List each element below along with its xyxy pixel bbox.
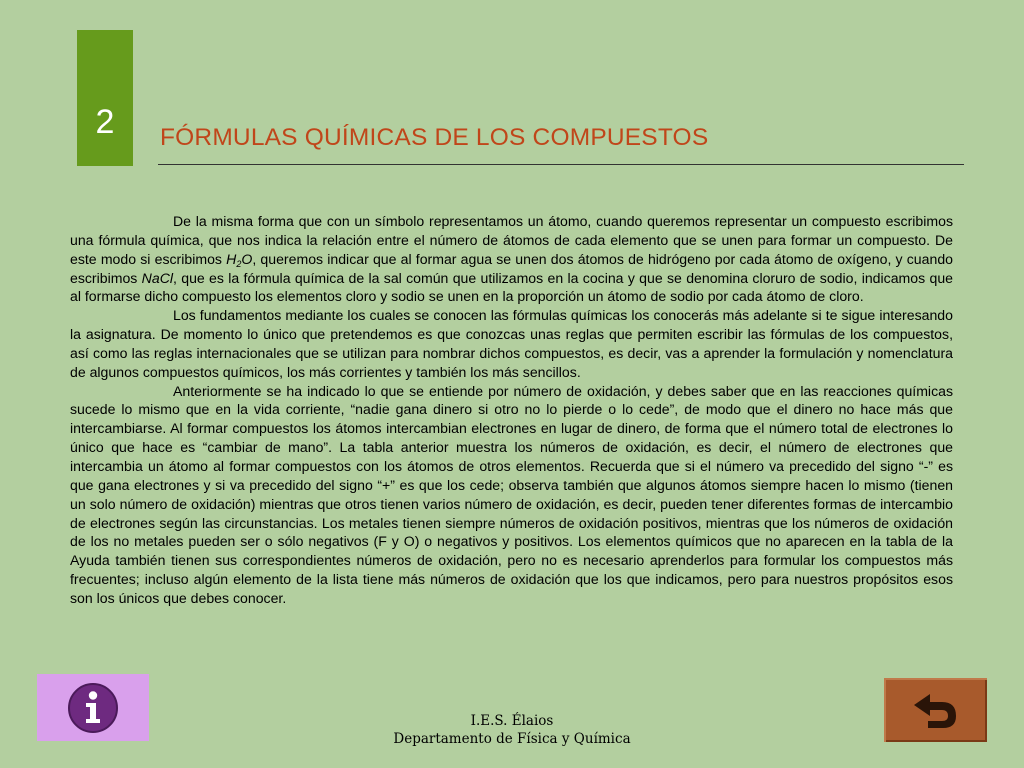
formula-water: $H_2O$ (226, 250, 253, 269)
paragraph-2: Los fundamentos mediante los cuales se conocen las fórmulas químicas los conocerás más adelante si te sigue interesando la asignatura. De momento lo único que pretendemos es que conozcas unas reglas que permiten escribir las fórmulas de los compuestos, así como las reglas internacionales que se utilizan para nombrar dichos compuestos, es decir, vas a aprender la formulación y nomenclatura de algunos compuestos químicos, los más corrientes y también los más sencillos. (70, 307, 953, 380)
slide-number: 2 (95, 103, 115, 141)
title-underline (158, 164, 964, 165)
footer-department: Departamento de Física y Química (393, 731, 631, 747)
formula-nacl: NaCl (141, 269, 173, 286)
page-title: FÓRMULAS QUÍMICAS DE LOS COMPUESTOS (160, 124, 709, 151)
paragraph-3: Anteriormente se ha indicado lo que se entiende por número de oxidación, y debes saber que en las reacciones químicas sucede lo mismo que en la vida corriente, “nadie gana dinero si otro no lo pierde o lo cede”, de modo que el dinero no hace más que intercambiarse. Al formar compuestos los átomos intercambian electrones en lugar de dinero, de forma que el número total de electrones lo único que hace es “cambiar de mano”. La tabla anterior muestra los números de oxidación, es decir, el número de electrones que intercambia un átomo al formar compuestos con los átomos de otros elementos. Recuerda que si el número va precedido del signo “-” es que gana electrones y si va precedido del signo “+” es que los cede; observa también que algunos átomos siempre hacen lo mismo (tienen un solo número de oxidación) mientras que otros tienen varios número de oxidación, es decir, pueden tener diferentes formas de intercambio de electrones según las circunstancias. Los metales tienen siempre números de oxidación positivos, mientras que los números de oxidación de los no metales pueden ser o sólo negativos (F y O) o negativos y positivos. Los elementos químicos que no aparecen en la tabla de la Ayuda también tienen sus correspondientes números de oxidación, pero no es necesario aprenderlos para formular los compuestos más frecuentes; incluso algún elemento de la lista tiene más números de oxidación que los que indicamos, pero para nuestros propósitos esos son los únicos que debes conocer. (70, 382, 953, 606)
slide-number-badge (77, 30, 133, 166)
body-text (70, 212, 953, 608)
footer-school: I.E.S. Élaios (470, 713, 554, 729)
paragraph-1: De la misma forma que con un símbolo representamos un átomo, cuando queremos representar un compuesto escribimos una fórmula química, que nos indica la relación entre el número de átomos de cada elemento que se unen para formar un compuesto. De este modo si escribimos $H_2O$, queremos indicar que al formar agua se unen dos átomos de hidrógeno por cada átomo de oxígeno, y cuando escribimos NaCl, que es la fórmula química de la sal común que utilizamos en la cocina y que se denomina cloruro de sodio, indicamos que al formarse dicho compuesto los elementos cloro y sodio se unen en la proporción un átomo de sodio por cada átomo de cloro. (70, 213, 953, 305)
